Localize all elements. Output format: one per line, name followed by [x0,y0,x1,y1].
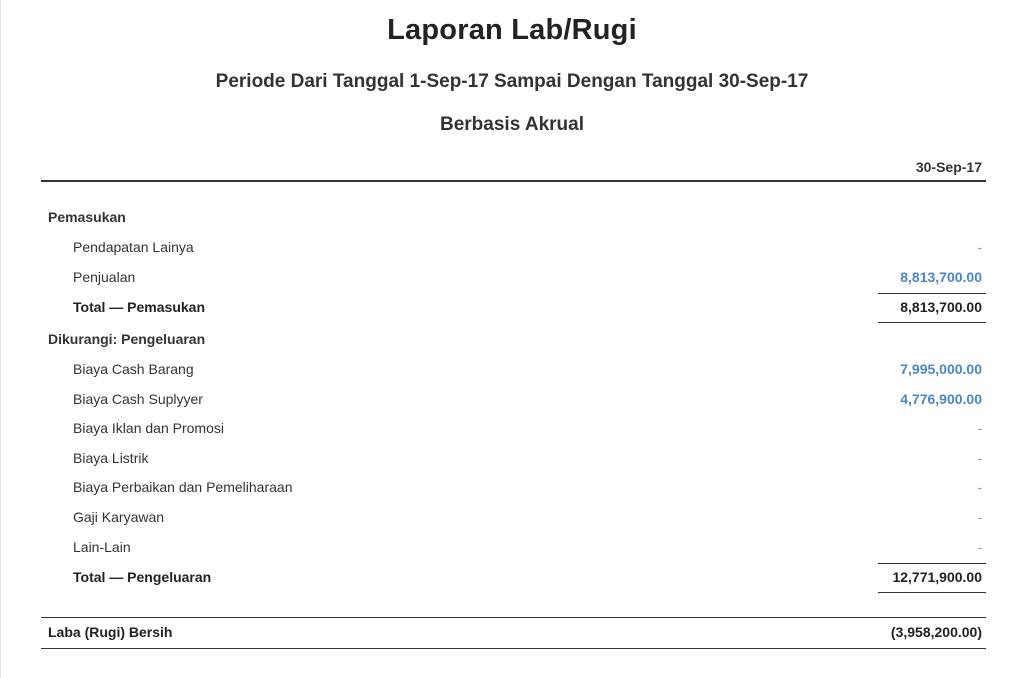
income-row-label: Penjualan [73,269,136,285]
expense-row-label: Biaya Iklan dan Promosi [73,420,224,436]
expense-total-amount: 12,771,900.00 [892,569,982,585]
expense-row-label: Biaya Perbaikan dan Pemeliharaan [73,479,293,495]
income-total-amount: 8,813,700.00 [900,299,982,315]
section-income-label: Pemasukan [48,209,126,225]
expense-row-amount: - [977,509,982,525]
expense-total-label: Total — Pengeluaran [73,569,212,585]
report-basis: Berbasis Akrual [440,114,584,135]
page-left-border [0,0,1,678]
income-subtotal-rule [878,293,986,294]
expense-row-amount-link[interactable]: 7,995,000.00 [900,361,982,377]
net-income-label: Laba (Rugi) Bersih [48,624,173,640]
expense-row [41,448,986,470]
report-title: Laporan Lab/Rugi [387,14,637,46]
net-bottom-rule [41,648,986,649]
expense-row-amount-link[interactable]: 4,776,900.00 [900,391,982,407]
income-row-label: Pendapatan Lainya [73,239,194,255]
expense-row-amount: - [977,450,982,466]
section-expenses-label: Dikurangi: Pengeluaran [48,331,206,347]
report-period: Periode Dari Tanggal 1-Sep-17 Sampai Dengan Tanggal 30-Sep-17 [215,71,809,92]
expense-row [41,359,986,381]
income-row [41,237,986,259]
income-total-label: Total — Pemasukan [73,299,206,315]
expense-row-amount: - [977,479,982,495]
expense-row [41,418,986,440]
expense-row-amount: - [977,539,982,555]
income-row [41,267,986,289]
header-rule [41,180,986,182]
expense-row [41,477,986,499]
income-row-amount: - [977,239,982,255]
expense-total-rule [878,592,986,593]
section-income [41,207,986,229]
income-row-amount-link[interactable]: 8,813,700.00 [900,269,982,285]
section-expenses [41,329,986,351]
expense-row-label: Gaji Karyawan [73,509,165,525]
net-income-row [41,622,986,644]
expense-row-label: Lain-Lain [73,539,131,555]
expense-row-label: Biaya Cash Barang [73,361,194,377]
income-total-rule [878,322,986,323]
expense-subtotal-rule [878,563,986,564]
expense-row [41,389,986,411]
income-total-row [41,297,986,319]
expense-row-label: Biaya Cash Suplyyer [73,391,203,407]
expense-row [41,537,986,559]
column-header-date: 30-Sep-17 [915,159,982,175]
expense-row-amount: - [977,420,982,436]
net-top-rule [41,617,986,618]
expense-row-label: Biaya Listrik [73,450,149,466]
expense-row [41,507,986,529]
net-income-amount: (3,958,200.00) [890,624,982,640]
expense-total-row [41,567,986,589]
